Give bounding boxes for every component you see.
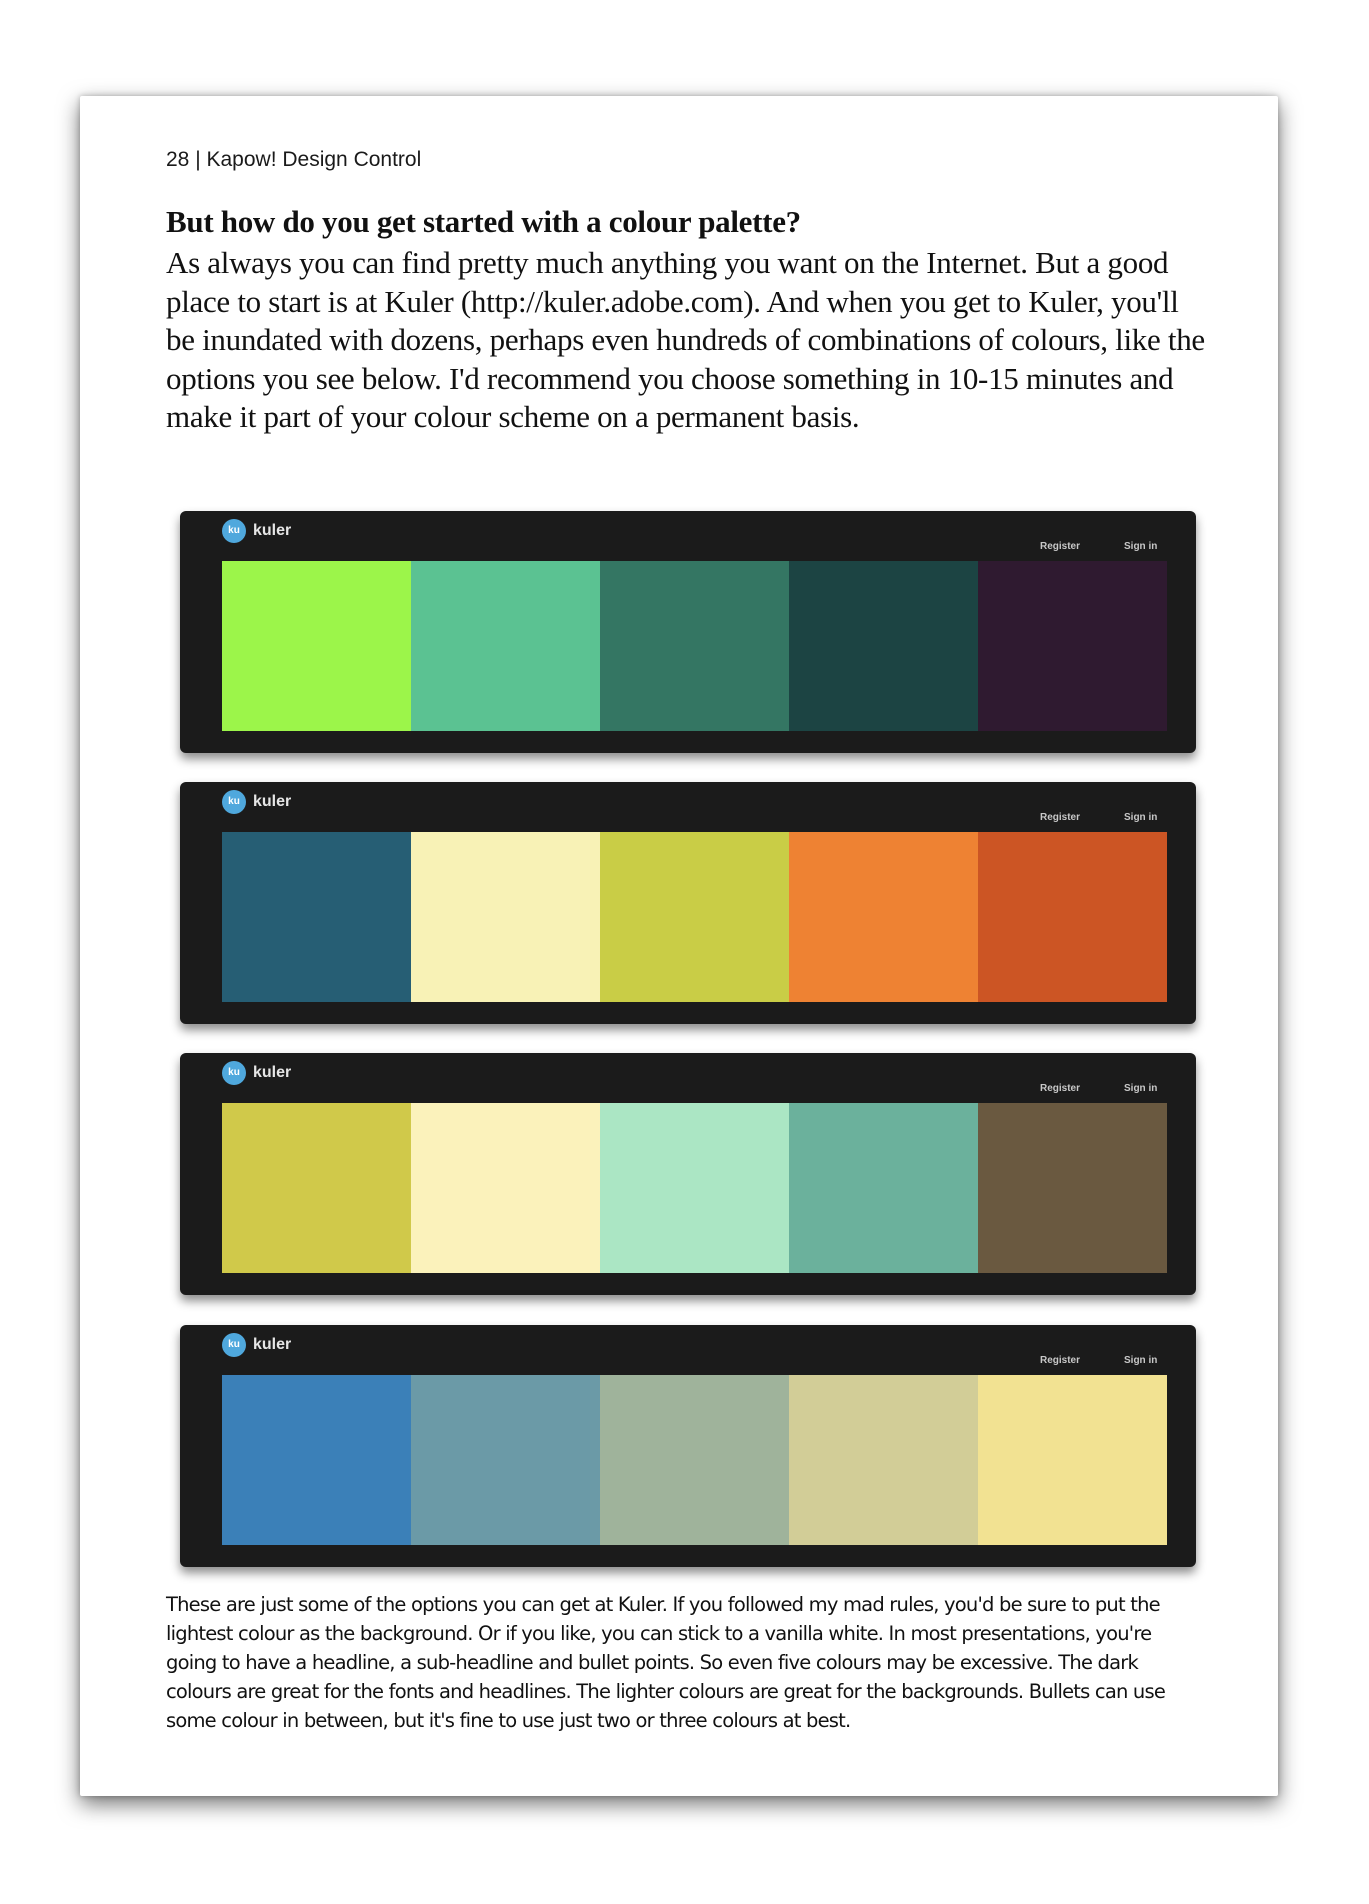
color-swatch [978,1375,1167,1545]
color-swatch [411,1103,600,1273]
intro-paragraph: As always you can find pretty much anything you want on the Internet. But a good place to start is at Kuler (http://kuler.adobe.com). And when you get to Kuler, you'll be inundated with dozens, perhaps even hundreds of combinations of colours, like the options you see below. I'd recommend you choose something in 10-15 minutes and make it part of your colour scheme on a permanent basis. [166,245,1205,434]
running-head: 28 | Kapow! Design Control [166,148,422,171]
color-swatch [789,832,978,1002]
kuler-logo-icon: ku [222,790,246,814]
kuler-logo-icon: ku [222,519,246,543]
color-swatch-row [222,832,1167,1002]
color-swatch [600,832,789,1002]
color-swatch [789,1375,978,1545]
color-swatch [978,561,1167,731]
register-link: Register [1040,1083,1081,1094]
color-swatch [411,1375,600,1545]
color-swatch [600,1103,789,1273]
color-swatch [789,1103,978,1273]
sign-in-link: Sign in [1124,812,1158,823]
register-link: Register [1040,541,1081,552]
color-swatch [600,1375,789,1545]
kuler-brand-name: kuler [253,793,292,810]
color-swatch [411,832,600,1002]
color-swatch [222,561,411,731]
color-swatch [222,1375,411,1545]
kuler-logo-icon: ku [222,1333,246,1357]
section-headline: But how do you get started with a colour palette? [166,204,801,239]
color-swatch [411,561,600,731]
color-swatch [978,1103,1167,1273]
kuler-palette-screenshot [180,782,1196,1024]
document-page [80,96,1278,1796]
color-swatch-row [222,1375,1167,1545]
color-swatch-row [222,1103,1167,1273]
kuler-palette-screenshot [180,511,1196,753]
color-swatch-row [222,561,1167,731]
color-swatch [222,1103,411,1273]
kuler-brand-name: kuler [253,1064,292,1081]
kuler-brand-name: kuler [253,1336,292,1353]
color-swatch [789,561,978,731]
register-link: Register [1040,1355,1081,1366]
kuler-brand-name: kuler [253,522,292,539]
color-swatch [222,832,411,1002]
sign-in-link: Sign in [1124,541,1158,552]
kuler-logo-icon: ku [222,1061,246,1085]
kuler-palette-screenshot [180,1053,1196,1295]
sign-in-link: Sign in [1124,1083,1158,1094]
kuler-palette-screenshot [180,1325,1196,1567]
sign-in-link: Sign in [1124,1355,1158,1366]
color-swatch [978,832,1167,1002]
register-link: Register [1040,812,1081,823]
closing-paragraph: These are just some of the options you can get at Kuler. If you followed my mad rules, you'd be sure to put the lightest colour as the background. Or if you like, you can stick to a vanilla white. In most presentations, you're going to have a headline, a sub-headline and bullet points. So even five colours may be excessive. The dark colours are great for the fonts and headlines. The lighter colours are great for the backgrounds. Bullets can use some colour in between, but it's fine to use just two or three colours at best. [166,1593,1166,1732]
color-swatch [600,561,789,731]
